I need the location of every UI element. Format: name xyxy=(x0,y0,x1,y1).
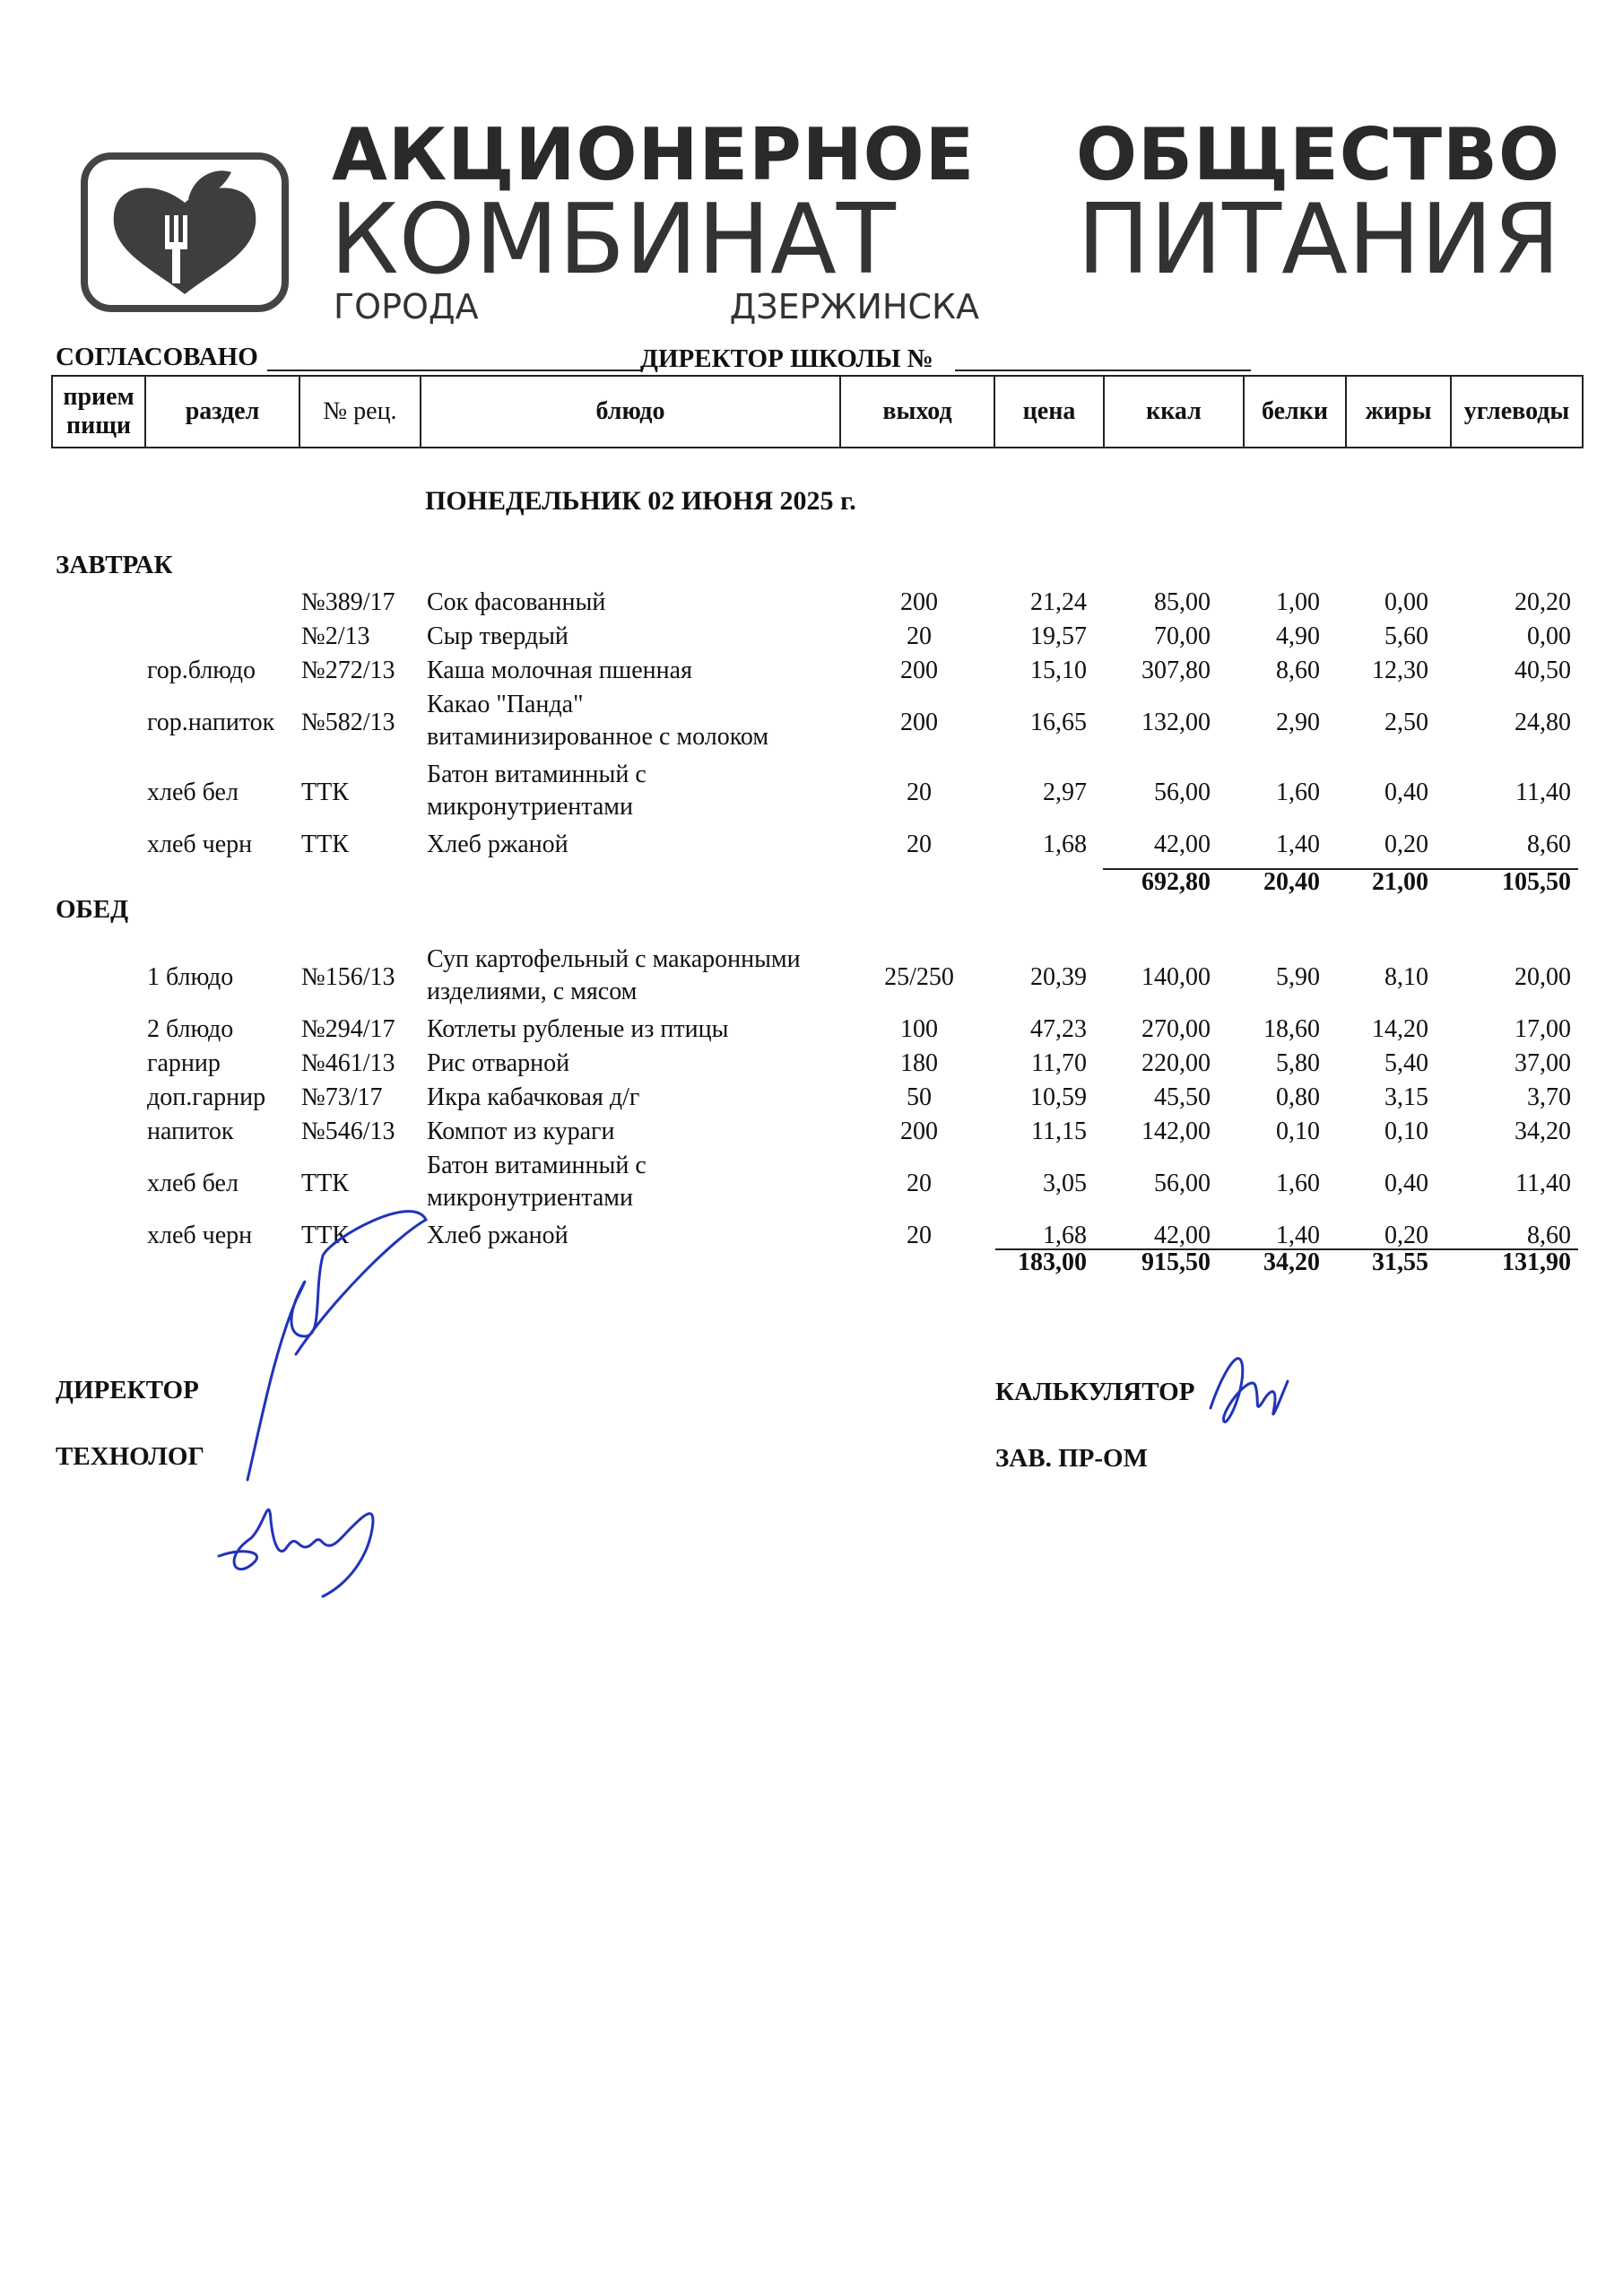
lunch-row-protein: 0,80 xyxy=(1276,1083,1320,1111)
technologist-signature xyxy=(215,1484,404,1601)
lunch-row-price: 1,68 xyxy=(1043,1222,1087,1249)
lunch-row-recipe: №294/17 xyxy=(301,1015,395,1043)
lunch-row-fat: 0,10 xyxy=(1384,1118,1428,1145)
lunch-row-carbs: 20,00 xyxy=(1515,963,1571,991)
lunch-row-section: напиток xyxy=(147,1118,234,1145)
breakfast-row-section: хлеб черн xyxy=(147,831,253,858)
breakfast-row-yield: 20 xyxy=(907,778,932,806)
header-yield: выход xyxy=(840,376,994,448)
breakfast-row-recipe: ТТК xyxy=(301,778,349,806)
lunch-row-kcal: 220,00 xyxy=(1141,1049,1211,1077)
breakfast-row-price: 16,65 xyxy=(1030,709,1087,736)
lunch-row-carbs: 37,00 xyxy=(1515,1049,1571,1077)
lunch-row-kcal: 45,50 xyxy=(1154,1083,1211,1111)
lunch-total-fat: 31,55 xyxy=(1372,1248,1428,1276)
breakfast-row-recipe: №272/13 xyxy=(301,657,395,684)
company-logo xyxy=(81,152,289,312)
lunch-row-yield: 20 xyxy=(907,1170,932,1197)
lunch-row-kcal: 42,00 xyxy=(1154,1222,1211,1249)
breakfast-row-carbs: 24,80 xyxy=(1515,709,1571,736)
breakfast-row-protein: 1,60 xyxy=(1276,778,1320,806)
lunch-row-recipe: ТТК xyxy=(301,1170,349,1197)
breakfast-row-kcal: 56,00 xyxy=(1154,778,1211,806)
lunch-total-price: 183,00 xyxy=(1018,1248,1087,1276)
breakfast-row-recipe: №582/13 xyxy=(301,709,395,736)
breakfast-row-recipe: ТТК xyxy=(301,831,349,858)
lunch-row-dish: Котлеты рубленые из птицы xyxy=(427,1015,729,1043)
lunch-row-recipe: №73/17 xyxy=(301,1083,383,1111)
breakfast-row-recipe: №389/17 xyxy=(301,588,395,616)
lunch-row-fat: 0,40 xyxy=(1384,1170,1428,1197)
lunch-row-recipe: №546/13 xyxy=(301,1118,395,1145)
breakfast-row-carbs: 8,60 xyxy=(1527,831,1571,858)
breakfast-row-carbs: 40,50 xyxy=(1515,657,1571,684)
header-meal: прием пищи xyxy=(52,376,145,448)
lunch-row-recipe: №156/13 xyxy=(301,963,395,991)
production-head-signature-label: ЗАВ. ПР-ОМ xyxy=(995,1444,1148,1473)
lunch-row-yield: 180 xyxy=(900,1049,938,1077)
lunch-row-kcal: 56,00 xyxy=(1154,1170,1211,1197)
lunch-total-kcal: 915,50 xyxy=(1141,1248,1211,1276)
lunch-row-section: хлеб бел xyxy=(147,1170,239,1197)
breakfast-row-protein: 2,90 xyxy=(1276,709,1320,736)
lunch-row-price: 3,05 xyxy=(1043,1170,1087,1197)
breakfast-row-price: 1,68 xyxy=(1043,831,1087,858)
breakfast-row-price: 2,97 xyxy=(1043,778,1087,806)
lunch-row-price: 47,23 xyxy=(1030,1015,1087,1043)
company-name-line2: КОМБИНАТ ПИТАНИЯ xyxy=(330,184,1560,296)
header-section: раздел xyxy=(145,376,299,448)
lunch-row-dish: Батон витаминный с xyxy=(427,1152,647,1179)
breakfast-row-section: гор.напиток xyxy=(147,709,275,736)
breakfast-row-section: хлеб бел xyxy=(147,778,239,806)
approval-label: СОГЛАСОВАНО xyxy=(56,343,258,371)
breakfast-row-kcal: 70,00 xyxy=(1154,622,1211,650)
lunch-row-carbs: 17,00 xyxy=(1515,1015,1571,1043)
breakfast-row-yield: 20 xyxy=(907,622,932,650)
lunch-row-fat: 5,40 xyxy=(1384,1049,1428,1077)
breakfast-row-fat: 5,60 xyxy=(1384,622,1428,650)
breakfast-row-yield: 20 xyxy=(907,831,932,858)
header-fat: жиры xyxy=(1346,376,1451,448)
lunch-row-carbs: 8,60 xyxy=(1527,1222,1571,1249)
breakfast-row-fat: 0,40 xyxy=(1384,778,1428,806)
breakfast-total-carbs: 105,50 xyxy=(1502,868,1571,896)
lunch-row-fat: 3,15 xyxy=(1384,1083,1428,1111)
breakfast-row-yield: 200 xyxy=(900,709,938,736)
breakfast-title: ЗАВТРАК xyxy=(56,551,173,579)
header-carbs: углеводы xyxy=(1451,376,1583,448)
breakfast-row-yield: 200 xyxy=(900,657,938,684)
lunch-row-yield: 100 xyxy=(900,1015,938,1043)
lunch-row-section: доп.гарнир xyxy=(147,1083,266,1111)
lunch-row-yield: 50 xyxy=(907,1083,932,1111)
menu-header-table xyxy=(51,375,1584,448)
breakfast-total-protein: 20,40 xyxy=(1263,868,1320,896)
lunch-row-kcal: 142,00 xyxy=(1141,1118,1211,1145)
lunch-row-fat: 8,10 xyxy=(1384,963,1428,991)
breakfast-row-protein: 8,60 xyxy=(1276,657,1320,684)
calculator-signature-label: КАЛЬКУЛЯТОР xyxy=(995,1378,1195,1406)
breakfast-row-fat: 12,30 xyxy=(1372,657,1428,684)
breakfast-row-carbs: 20,20 xyxy=(1515,588,1571,616)
approval-underline xyxy=(267,370,642,371)
lunch-row-kcal: 270,00 xyxy=(1141,1015,1211,1043)
breakfast-row-dish: микронутриентами xyxy=(427,793,633,821)
breakfast-row-price: 19,57 xyxy=(1030,622,1087,650)
director-signature xyxy=(233,1202,448,1489)
lunch-row-carbs: 3,70 xyxy=(1527,1083,1571,1111)
lunch-row-section: 2 блюдо xyxy=(147,1015,234,1043)
lunch-row-price: 20,39 xyxy=(1030,963,1087,991)
lunch-row-yield: 200 xyxy=(900,1118,938,1145)
breakfast-row-dish: Хлеб ржаной xyxy=(427,831,568,858)
lunch-row-dish: изделиями, с мясом xyxy=(427,978,638,1005)
breakfast-row-protein: 4,90 xyxy=(1276,622,1320,650)
lunch-row-section: гарнир xyxy=(147,1049,221,1077)
breakfast-row-carbs: 11,40 xyxy=(1515,778,1571,806)
school-number-underline xyxy=(955,370,1251,371)
apple-fork-icon xyxy=(88,160,282,305)
lunch-row-protein: 0,10 xyxy=(1276,1118,1320,1145)
lunch-total-protein: 34,20 xyxy=(1263,1248,1320,1276)
lunch-row-price: 10,59 xyxy=(1030,1083,1087,1111)
lunch-row-price: 11,15 xyxy=(1031,1118,1087,1145)
director-signature-label: ДИРЕКТОР xyxy=(56,1376,199,1405)
lunch-row-protein: 5,90 xyxy=(1276,963,1320,991)
lunch-row-protein: 5,80 xyxy=(1276,1049,1320,1077)
lunch-title: ОБЕД xyxy=(56,895,129,924)
breakfast-row-section: гор.блюдо xyxy=(147,657,256,684)
lunch-row-dish: Рис отварной xyxy=(427,1049,570,1077)
breakfast-row-carbs: 0,00 xyxy=(1527,622,1571,650)
lunch-row-carbs: 34,20 xyxy=(1515,1118,1571,1145)
school-director-label: ДИРЕКТОР ШКОЛЫ № xyxy=(640,344,933,373)
breakfast-row-kcal: 42,00 xyxy=(1154,831,1211,858)
lunch-row-fat: 0,20 xyxy=(1384,1222,1428,1249)
breakfast-row-dish: Каша молочная пшенная xyxy=(427,657,692,684)
header-price: цена xyxy=(994,376,1104,448)
header-recipe: № рец. xyxy=(299,376,421,448)
lunch-row-recipe: №461/13 xyxy=(301,1049,395,1077)
lunch-row-dish: Суп картофельный с макаронными xyxy=(427,945,801,973)
breakfast-row-price: 21,24 xyxy=(1030,588,1087,616)
lunch-row-kcal: 140,00 xyxy=(1141,963,1211,991)
technologist-signature-label: ТЕХНОЛОГ xyxy=(56,1442,204,1471)
breakfast-row-fat: 0,00 xyxy=(1384,588,1428,616)
breakfast-row-fat: 0,20 xyxy=(1384,831,1428,858)
breakfast-row-kcal: 307,80 xyxy=(1141,657,1211,684)
day-title: ПОНЕДЕЛЬНИК 02 ИЮНЯ 2025 г. xyxy=(425,486,856,516)
lunch-row-protein: 1,40 xyxy=(1276,1222,1320,1249)
lunch-total-carbs: 131,90 xyxy=(1502,1248,1571,1276)
lunch-row-dish: микронутриентами xyxy=(427,1184,633,1212)
lunch-row-yield: 25/250 xyxy=(884,963,954,991)
lunch-row-dish: Хлеб ржаной xyxy=(427,1222,568,1249)
breakfast-row-kcal: 85,00 xyxy=(1154,588,1211,616)
breakfast-row-fat: 2,50 xyxy=(1384,709,1428,736)
breakfast-row-dish: витаминизированное с молоком xyxy=(427,723,769,751)
company-city: ГОРОДА ДЗЕРЖИНСКА xyxy=(334,287,979,326)
header-protein: белки xyxy=(1244,376,1346,448)
breakfast-total-kcal: 692,80 xyxy=(1141,868,1211,896)
breakfast-total-fat: 21,00 xyxy=(1372,868,1428,896)
lunch-row-section: хлеб черн xyxy=(147,1222,253,1249)
breakfast-row-price: 15,10 xyxy=(1030,657,1087,684)
lunch-row-yield: 20 xyxy=(907,1222,932,1249)
lunch-row-fat: 14,20 xyxy=(1372,1015,1428,1043)
lunch-row-section: 1 блюдо xyxy=(147,963,234,991)
breakfast-row-recipe: №2/13 xyxy=(301,622,370,650)
company-name-line1: АКЦИОНЕРНОЕ ОБЩЕСТВО xyxy=(332,113,1560,196)
breakfast-row-yield: 200 xyxy=(900,588,938,616)
lunch-row-recipe: ТТК xyxy=(301,1222,349,1249)
breakfast-row-protein: 1,00 xyxy=(1276,588,1320,616)
lunch-row-protein: 18,60 xyxy=(1263,1015,1320,1043)
lunch-row-carbs: 11,40 xyxy=(1515,1170,1571,1197)
lunch-row-dish: Икра кабачковая д/г xyxy=(427,1083,640,1111)
breakfast-row-dish: Сыр твердый xyxy=(427,622,568,650)
header-dish: блюдо xyxy=(421,376,840,448)
breakfast-row-dish: Сок фасованный xyxy=(427,588,606,616)
lunch-row-protein: 1,60 xyxy=(1276,1170,1320,1197)
breakfast-row-dish: Батон витаминный с xyxy=(427,761,647,788)
lunch-row-price: 11,70 xyxy=(1031,1049,1087,1077)
breakfast-row-protein: 1,40 xyxy=(1276,831,1320,858)
breakfast-row-kcal: 132,00 xyxy=(1141,709,1211,736)
breakfast-row-dish: Какао "Панда" xyxy=(427,691,584,718)
lunch-row-dish: Компот из кураги xyxy=(427,1118,615,1145)
header-kcal: ккал xyxy=(1104,376,1244,448)
calculator-signature xyxy=(1202,1336,1291,1435)
